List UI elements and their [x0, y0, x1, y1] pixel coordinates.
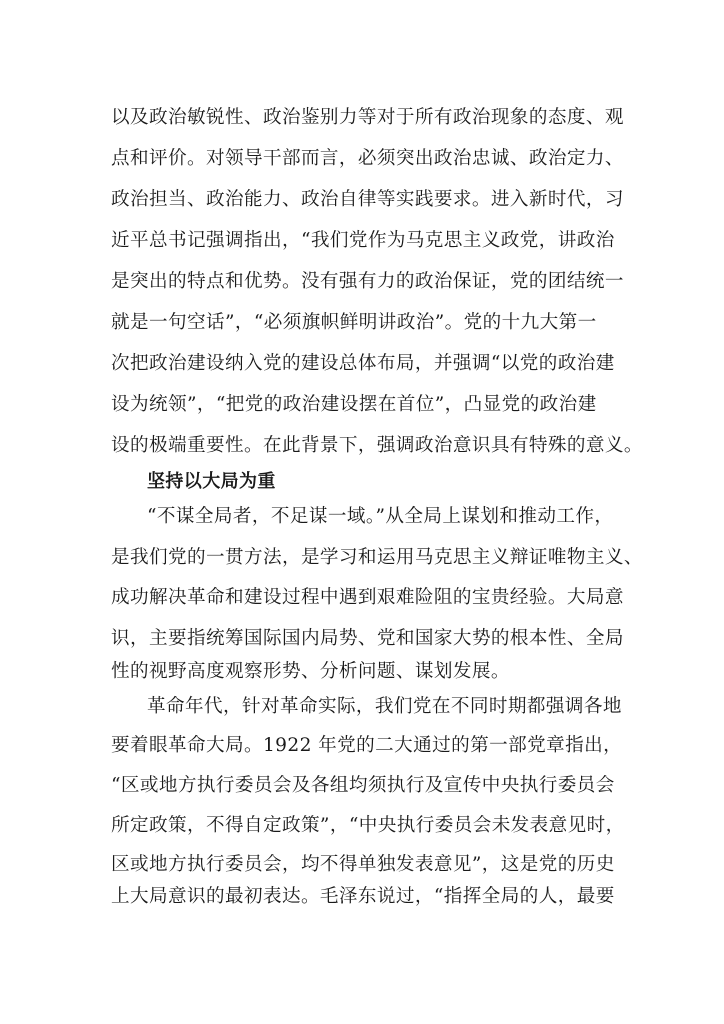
- text-line: 设为统领”，“把党的政治建设摆在首位”，凸显党的政治建: [111, 394, 597, 415]
- text-line: 次把政治建设纳入党的建设总体布局，并强调“以党的政治建: [111, 353, 615, 374]
- text-line: 以及政治敏锐性、政治鉴别力等对于所有政治现象的态度、观: [111, 107, 624, 128]
- text-line: 政治担当、政治能力、政治自律等实践要求。进入新时代，习: [111, 189, 624, 210]
- text-line: 性的视野高度观察形势、分析问题、谋划发展。: [111, 661, 510, 682]
- text-line: “不谋全局者，不足谋一域。”从全局上谋划和推动工作，: [147, 506, 614, 527]
- text-line: 设的极端重要性。在此背景下，强调政治意识具有特殊的意义。: [111, 435, 643, 456]
- text-line: 近平总书记强调指出，“我们党作为马克思主义政党，讲政治: [111, 230, 615, 251]
- text-line: 识，主要指统筹国际国内局势、党和国家大势的根本性、全局: [111, 628, 624, 649]
- text-line: 是突出的特点和优势。没有强有力的政治保证，党的团结统一: [111, 271, 624, 292]
- text-line: 成功解决革命和建设过程中遇到艰难险阻的宝贵经验。大局意: [111, 587, 624, 608]
- text-line: 点和评价。对领导干部而言，必须突出政治忠诚、政治定力、: [111, 148, 624, 169]
- text-line: 革命年代，针对革命实际，我们党在不同时期都强调各地: [147, 696, 622, 717]
- text-line: 区或地方执行委员会，均不得单独发表意见”，这是党的历史: [111, 854, 615, 875]
- text-line: 是我们党的一贯方法，是学习和运用马克思主义辩证唯物主义、: [111, 547, 643, 568]
- text-line: 上大局意识的最初表达。毛泽东说过，“指挥全局的人，最要: [111, 886, 615, 907]
- section-heading: 坚持以大局为重: [147, 471, 276, 492]
- text-line: 所定政策，不得自定政策”，“中央执行委员会未发表意见时，: [111, 815, 625, 836]
- text-line: “区或地方执行委员会及各组均须执行及宣传中央执行委员会: [111, 775, 615, 796]
- text-line: 要着眼革命大局。1922 年党的二大通过的第一部党章指出，: [111, 735, 623, 756]
- text-line: 就是一句空话”，“必须旗帜鲜明讲政治”。党的十九大第一: [111, 312, 597, 333]
